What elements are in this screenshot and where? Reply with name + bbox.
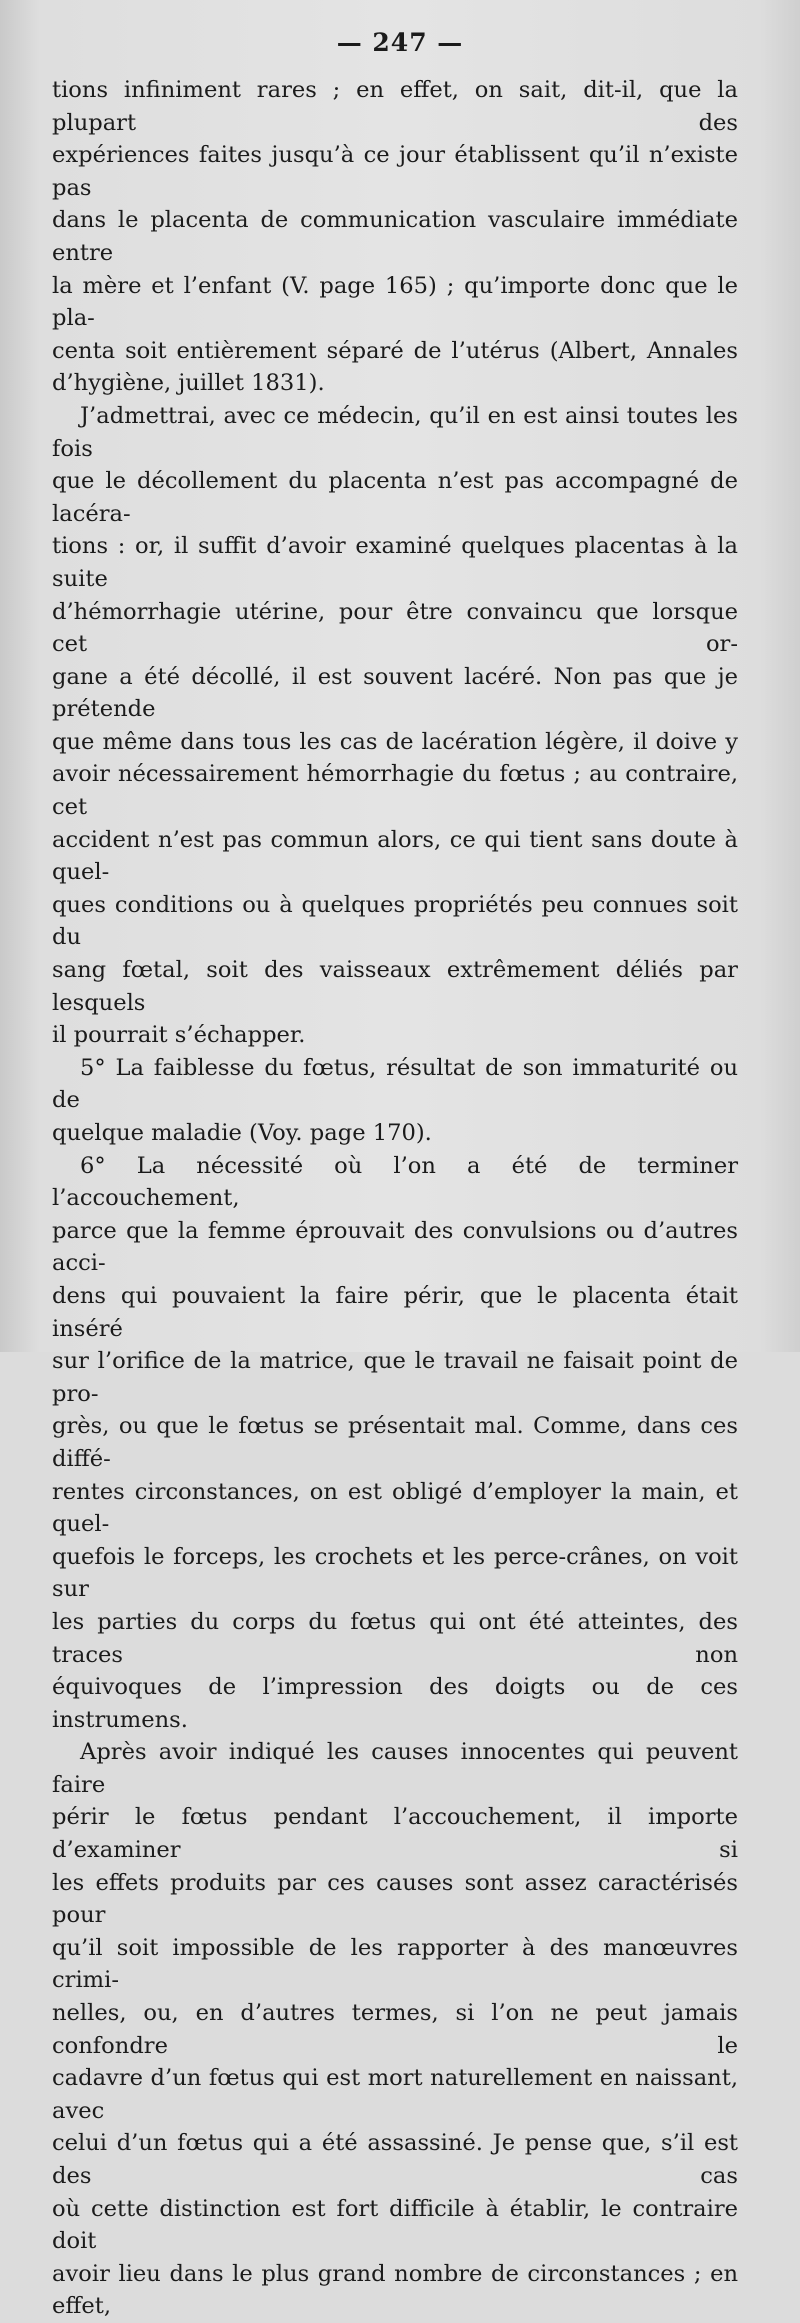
paragraph-1 [52,74,738,400]
text-line: avoir nécessairement hémorrhagie du fœtus ; au contraire, cet [52,761,738,821]
text-line: que même dans tous les cas de lacération légère, il doive y [52,728,738,755]
text-line: périr le fœtus pendant l’accouchement, il importe d’examiner si [52,1804,738,1864]
text-line: dens qui pouvaient la faire périr, que le placenta était inséré [52,1282,738,1342]
text-line: tions : or, il suffit d’avoir examiné quelques placentas à la suite [52,533,738,592]
text-line: équivoques de l’impression des doigts ou de ces instrumens. [52,1674,738,1733]
page-number: — 247 — [336,28,464,57]
text-line: expériences faites jusqu’à ce jour établissent qu’il n’existe pas [52,142,738,201]
text-line: 6° La nécessité où l’on a été de terminer l’accouchement, [52,1152,738,1212]
text-line: accident n’est pas commun alors, ce qui tient sans doute à quel- [52,826,738,886]
text-line: tions infiniment rares ; en effet, on sait, dit-il, que la plupart des [52,77,738,136]
body-text [52,74,738,2323]
text-line: dans le placenta de communication vasculaire immédiate entre [52,207,738,266]
paragraph-3 [52,1052,738,1150]
text-line: d’hygiène, juillet 1831). [52,370,325,397]
text-line: la mère et l’enfant (V. page 165) ; qu’importe donc que le pla- [52,272,738,332]
text-line: nelles, ou, en d’autres termes, si l’on ne peut jamais confondre le [52,2000,738,2059]
text-line: d’hémorrhagie utérine, pour être convaincu que lorsque cet or- [52,598,738,658]
text-line: grès, ou que le fœtus se présentait mal. Comme, dans ces diffé- [52,1413,738,1472]
text-line: avoir lieu dans le plus grand nombre de circonstances ; en effet, [52,2260,738,2320]
text-line: il pourrait s’échapper. [52,1022,306,1049]
text-line: sang fœtal, soit des vaisseaux extrêmement déliés par lesquels [52,957,738,1016]
text-line: centa soit entièrement séparé de l’utérus (Albert, Annales [52,337,738,364]
paragraph-4 [52,1150,738,1737]
text-line: qu’il soit impossible de les rapporter à des manœuvres crimi- [52,1934,738,1994]
text-line: quefois le forceps, les crochets et les perce-crânes, on voit sur [52,1543,738,1603]
text-line: celui d’un fœtus qui a été assassiné. Je pense que, s’il est des cas [52,2130,738,2189]
text-line: 5° La faiblesse du fœtus, résultat de son immaturité ou de [52,1054,738,1114]
text-line: parce que la femme éprouvait des convulsions ou d’autres acci- [52,1217,738,1277]
paragraph-2 [52,400,738,1052]
text-line: que le décollement du placenta n’est pas accompagné de lacéra- [52,468,738,527]
text-line: quelque maladie (Voy. page 170). [52,1120,432,1146]
text-line: ques conditions ou à quelques propriétés peu connues soit du [52,891,738,951]
text-line: gane a été décollé, il est souvent lacéré. Non pas que je prétende [52,663,738,723]
text-line: Après avoir indiqué les causes innocentes qui peuvent faire [52,1739,738,1798]
text-line: sur l’orifice de la matrice, que le travail ne faisait point de pro- [52,1348,738,1407]
text-line: où cette distinction est fort difficile à établir, le contraire doit [52,2195,738,2255]
text-line: cadavre d’un fœtus qui est mort naturellement en naissant, avec [52,2065,738,2124]
text-line: les effets produits par ces causes sont assez caractérisés pour [52,1869,738,1929]
text-line: J’admettrai, avec ce médecin, qu’il en est ainsi toutes les fois [52,402,738,462]
paragraph-5 [52,1736,738,2323]
text-line: rentes circonstances, on est obligé d’employer la main, et quel- [52,1478,738,1538]
text-line: les parties du corps du fœtus qui ont été atteintes, des traces non [52,1608,738,1668]
